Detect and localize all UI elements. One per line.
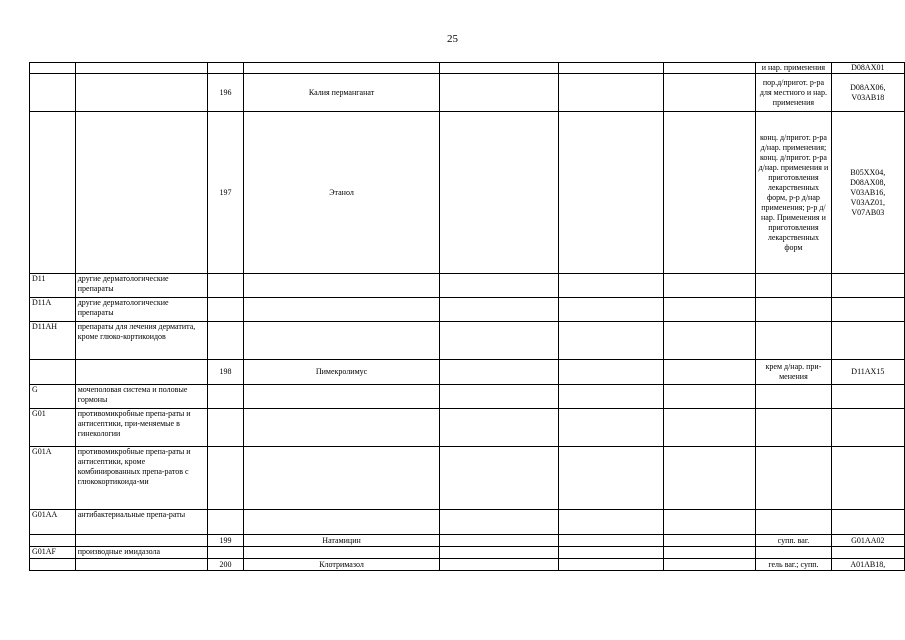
form-cell: конц. д/пригот. р-ра д/нар. применения; конц. д/пригот. р-ра д/нар. применения и приготовления лекарственных форм, р-р д/нар применения; р-р д/нар. Применения и приготовления лекарственных форм [756,112,831,274]
page-number: 25 [447,33,458,45]
table-row [30,535,905,547]
empty-cell [439,559,559,571]
form-cell: пор.д/пригот. р-ра для местного и нар. применения [756,74,831,112]
drug-name-cell: Этанол [244,112,440,274]
atc-code-cell: G01 [30,409,76,447]
atc-code-cell: G01A [30,447,76,510]
form-cell: крем д/нар. при-менения [756,360,831,385]
atc-cell [831,447,904,510]
empty-cell [559,360,664,385]
atc-code-cell: G01AF [30,547,76,559]
empty-cell [559,74,664,112]
number-cell [207,274,243,298]
table-row [30,322,905,360]
atc-code-cell: D11A [30,298,76,322]
empty-cell [664,535,756,547]
form-cell [756,322,831,360]
group-cell: противомикробные препа-раты и антисептики, кроме комбинированных препа-ратов с глюкокортикоида-ми [75,447,207,510]
empty-cell [664,385,756,409]
empty-cell [664,298,756,322]
empty-cell [439,63,559,74]
empty-cell [439,298,559,322]
atc-code-cell: G01AA [30,510,76,535]
empty-cell [439,535,559,547]
table-row [30,559,905,571]
drug-name-cell [244,385,440,409]
atc-cell: D11AX15 [831,360,904,385]
drug-name-cell: Натамицин [244,535,440,547]
table-row [30,510,905,535]
drug-name-cell [244,447,440,510]
empty-cell [559,547,664,559]
atc-code-cell [30,559,76,571]
form-cell [756,298,831,322]
empty-cell [664,274,756,298]
empty-cell [439,409,559,447]
group-cell [75,360,207,385]
empty-cell [664,112,756,274]
drug-table [29,62,905,571]
drug-name-cell [244,274,440,298]
atc-cell: G01AA02 [831,535,904,547]
empty-cell [559,385,664,409]
table-row [30,112,905,274]
number-cell [207,63,243,74]
group-cell [75,112,207,274]
empty-cell [559,447,664,510]
number-cell: 196 [207,74,243,112]
group-cell [75,63,207,74]
empty-cell [559,63,664,74]
empty-cell [664,63,756,74]
form-cell: супп. ваг. [756,535,831,547]
atc-code-cell [30,112,76,274]
group-cell: антибактериальные препа-раты [75,510,207,535]
drug-name-cell: Клотримазол [244,559,440,571]
drug-name-cell [244,547,440,559]
atc-code-cell [30,74,76,112]
group-cell: мочеполовая система и половые гормоны [75,385,207,409]
atc-cell [831,322,904,360]
number-cell [207,322,243,360]
drug-name-cell: Калия перманганат [244,74,440,112]
table-row [30,298,905,322]
atc-cell [831,274,904,298]
atc-cell: D08AX06, V03AB18 [831,74,904,112]
empty-cell [439,360,559,385]
empty-cell [559,510,664,535]
table-row [30,385,905,409]
form-cell [756,547,831,559]
number-cell [207,298,243,322]
empty-cell [664,547,756,559]
number-cell: 200 [207,559,243,571]
form-cell [756,447,831,510]
atc-code-cell: D11AH [30,322,76,360]
group-cell: другие дерматологические препараты [75,274,207,298]
table-row [30,547,905,559]
empty-cell [439,447,559,510]
form-cell [756,409,831,447]
atc-code-cell [30,360,76,385]
empty-cell [559,298,664,322]
empty-cell [439,547,559,559]
drug-name-cell [244,510,440,535]
form-cell: и нар. применения [756,63,831,74]
atc-cell: A01AB18, [831,559,904,571]
drug-name-cell [244,322,440,360]
empty-cell [664,409,756,447]
empty-cell [439,385,559,409]
table-row [30,63,905,74]
empty-cell [439,74,559,112]
drug-name-cell [244,409,440,447]
atc-cell [831,409,904,447]
atc-code-cell: D11 [30,274,76,298]
group-cell: противомикробные препа-раты и антисептики, при-меняемые в гинекологии [75,409,207,447]
drug-name-cell [244,298,440,322]
group-cell: препараты для лечения дерматита, кроме глюко-кортикоидов [75,322,207,360]
number-cell [207,510,243,535]
group-cell [75,559,207,571]
table-row [30,274,905,298]
form-cell [756,385,831,409]
table-row [30,360,905,385]
drug-name-cell [244,63,440,74]
drug-name-cell: Пимекролимус [244,360,440,385]
number-cell [207,547,243,559]
atc-cell [831,510,904,535]
empty-cell [664,360,756,385]
group-cell [75,535,207,547]
empty-cell [559,274,664,298]
table-row [30,447,905,510]
empty-cell [559,535,664,547]
form-cell [756,274,831,298]
number-cell [207,385,243,409]
empty-cell [664,559,756,571]
atc-code-cell [30,535,76,547]
atc-cell: B05XX04, D08AX08, V03AB16, V03AZ01, V07AB03 [831,112,904,274]
empty-cell [664,447,756,510]
empty-cell [559,559,664,571]
empty-cell [559,322,664,360]
empty-cell [664,510,756,535]
empty-cell [439,322,559,360]
group-cell: другие дерматологические препараты [75,298,207,322]
group-cell [75,74,207,112]
number-cell: 198 [207,360,243,385]
empty-cell [664,322,756,360]
table-row [30,409,905,447]
empty-cell [439,510,559,535]
atc-cell [831,385,904,409]
number-cell: 199 [207,535,243,547]
empty-cell [559,409,664,447]
empty-cell [439,274,559,298]
form-cell: гель ваг.; супп. [756,559,831,571]
empty-cell [559,112,664,274]
number-cell: 197 [207,112,243,274]
form-cell [756,510,831,535]
empty-cell [439,112,559,274]
atc-cell [831,547,904,559]
atc-cell: D08AX01 [831,63,904,74]
atc-code-cell [30,63,76,74]
atc-cell [831,298,904,322]
number-cell [207,409,243,447]
empty-cell [664,74,756,112]
number-cell [207,447,243,510]
atc-code-cell: G [30,385,76,409]
group-cell: производные имидазола [75,547,207,559]
table-row [30,74,905,112]
